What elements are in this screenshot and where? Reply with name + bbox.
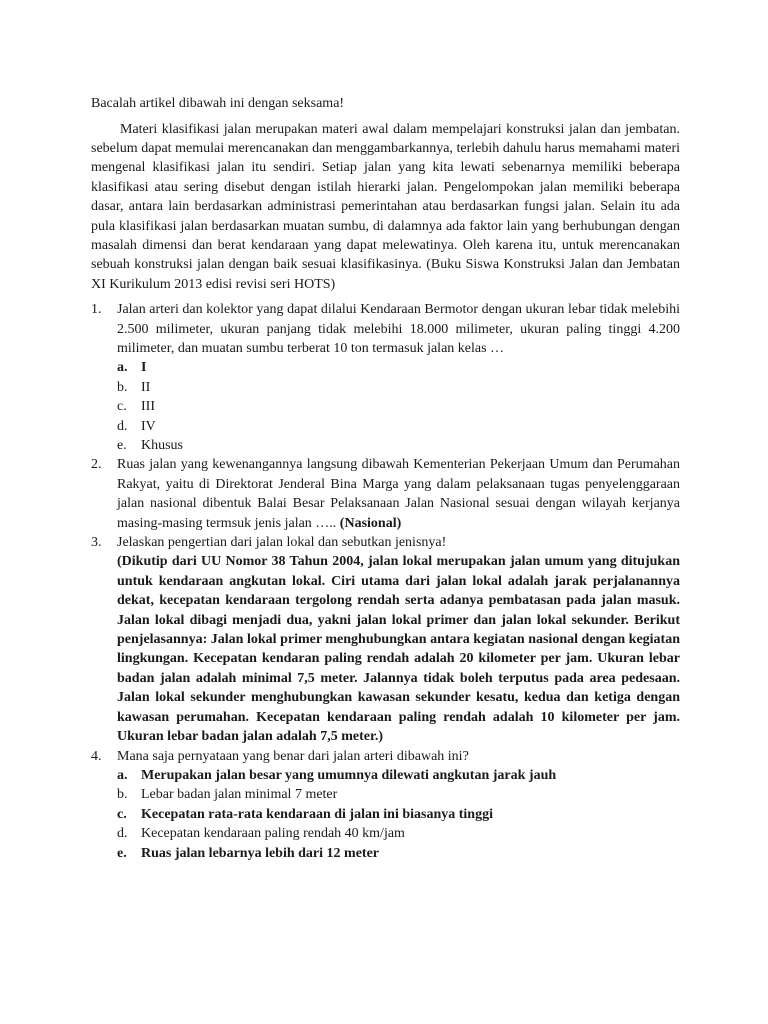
- option-text: III: [141, 399, 155, 415]
- option-d: [117, 417, 680, 436]
- option-letter: a.: [117, 360, 128, 376]
- question-text: [117, 455, 680, 533]
- intro-instruction: Bacalah artikel dibawah ini dengan seksama!: [91, 96, 345, 111]
- option-text: Kecepatan kendaraan paling rendah 40 km/jam: [141, 826, 405, 842]
- option-text: IV: [141, 418, 156, 434]
- question-number: 1.: [91, 302, 102, 318]
- option-text: I: [141, 360, 147, 376]
- option-letter: e.: [117, 438, 127, 453]
- answer-text: (Dikutip dari UU Nomor 38 Tahun 2004, jalan lokal merupakan jalan umum yang ditujukan untuk kendaraan angkutan lokal. Ciri utama dari jalan lokal adalah jarak perjalanannya dekat, kecepatan kendaraan tergolong rendah serta adanya pembatasan pada jalan masuk. Jalan lokal dibagi menjadi dua, yakni jalan lokal primer dan jalan lokal sekunder. Berikut penjelasannya: Jalan lokal primer menghubungkan antara kegiatan nasional dengan kegiatan lingkungan. Kecepatan kendaran paling rendah adalah 20 kilometer per jam. Ukuran lebar badan jalan adalah minimal 7,5 meter. Jalannya tidak boleh terputus pada area pedesaan. Jalan lokal sekunder menghubungkan kawasan sekunder kesatu, kedua dan ketiga dengan kawasan perumahan. Kecepatan kendaraan paling rendah adalah 10 kilometer per jam. Ukuran lebar badan jalan adalah 7,5 meter.): [117, 554, 680, 745]
- option-text: Ruas jalan lebarnya lebih dari 12 meter: [141, 845, 379, 861]
- option-text: II: [141, 379, 151, 395]
- option-letter: e.: [117, 845, 127, 861]
- answer-text: (Nasional): [339, 515, 402, 531]
- question-4: [91, 747, 680, 863]
- question-3: [91, 533, 680, 746]
- option-text: Kecepatan rata-rata kendaraan di jalan ini biasanya tinggi: [141, 806, 493, 822]
- option-letter: c.: [117, 399, 127, 415]
- option-e: [117, 844, 680, 863]
- option-letter: d.: [117, 418, 128, 434]
- option-d: [117, 824, 680, 843]
- option-text: Lebar badan jalan minimal 7 meter: [141, 787, 338, 803]
- option-letter: b.: [117, 787, 128, 803]
- option-letter: c.: [117, 806, 127, 822]
- option-letter: d.: [117, 826, 128, 842]
- question-1: [91, 300, 680, 455]
- option-b: [117, 785, 680, 804]
- question-number: 2.: [91, 457, 102, 473]
- question-2: [91, 455, 680, 533]
- question-body: Ruas jalan yang kewenangannya langsung dibawah Kementerian Pekerjaan Umum dan Perumahan Rakyat, yaitu di Direktorat Jenderal Bina Marga yang dalam pelaksanaan tugas penyelenggaraan jalan nasional dibentuk Balai Besar Pelaksanaan Jalan Nasional sesuai dengan wilayah kerjanya masing-masing termsuk jenis jalan …..: [117, 457, 680, 531]
- question-text: Mana saja pernyataan yang benar dari jalan arteri dibawah ini?: [117, 748, 469, 764]
- question-text: Jalan arteri dan kolektor yang dapat dilalui Kendaraan Bermotor dengan ukuran lebar tidak melebihi 2.500 milimeter, ukuran panjang tidak melebihi 18.000 milimeter, ukuran paling tinggi 4.200 milimeter, dan muatan sumbu terberat 10 ton termasuk jalan kelas …: [117, 302, 680, 356]
- option-text: Khusus: [141, 438, 184, 453]
- option-letter: a.: [117, 767, 128, 783]
- question-list: [91, 300, 680, 863]
- article-paragraph: Materi klasifikasi jalan merupakan materi awal dalam mempelajari konstruksi jalan dan jembatan. sebelum dapat memulai merencanakan dan menggambarkannya, terlebih dahulu harus memahami materi mengenal klasifikasi jalan itu sendiri. Setiap jalan yang kita lewati sebenarnya memiliki beberapa klasifikasi atau sering disebut dengan istilah hierarki jalan. Pengelompokan jalan memiliki beberapa dasar, antara lain berdasarkan administrasi pemerintahan atau berdasarkan fungsi jalan. Selain itu ada pula klasifikasi jalan berdasarkan muatan sumbu, di dalamnya ada faktor lain yang berhubungan dengan masalah dimensi dan berat kendaraan yang dapat melewatinya. Oleh karena itu, untuk merencanakan sebuah konstruksi jalan dengan baik sesuai klasifikasinya. (Buku Siswa Konstruksi Jalan dan Jembatan XI Kurikulum 2013 edisi revisi seri HOTS): [91, 121, 680, 292]
- question-number: 4.: [91, 748, 102, 764]
- question-number: 3.: [91, 535, 102, 551]
- option-c: [117, 397, 680, 416]
- option-a: [117, 358, 680, 377]
- option-e: [117, 436, 680, 455]
- option-text: Merupakan jalan besar yang umumnya dilewati angkutan jarak jauh: [141, 767, 557, 783]
- option-list: [117, 358, 680, 455]
- question-text: Jelaskan pengertian dari jalan lokal dan sebutkan jenisnya!: [117, 535, 447, 551]
- option-b: [117, 378, 680, 397]
- option-c: [117, 805, 680, 824]
- option-a: [117, 766, 680, 785]
- option-list: [117, 766, 680, 863]
- option-letter: b.: [117, 379, 128, 395]
